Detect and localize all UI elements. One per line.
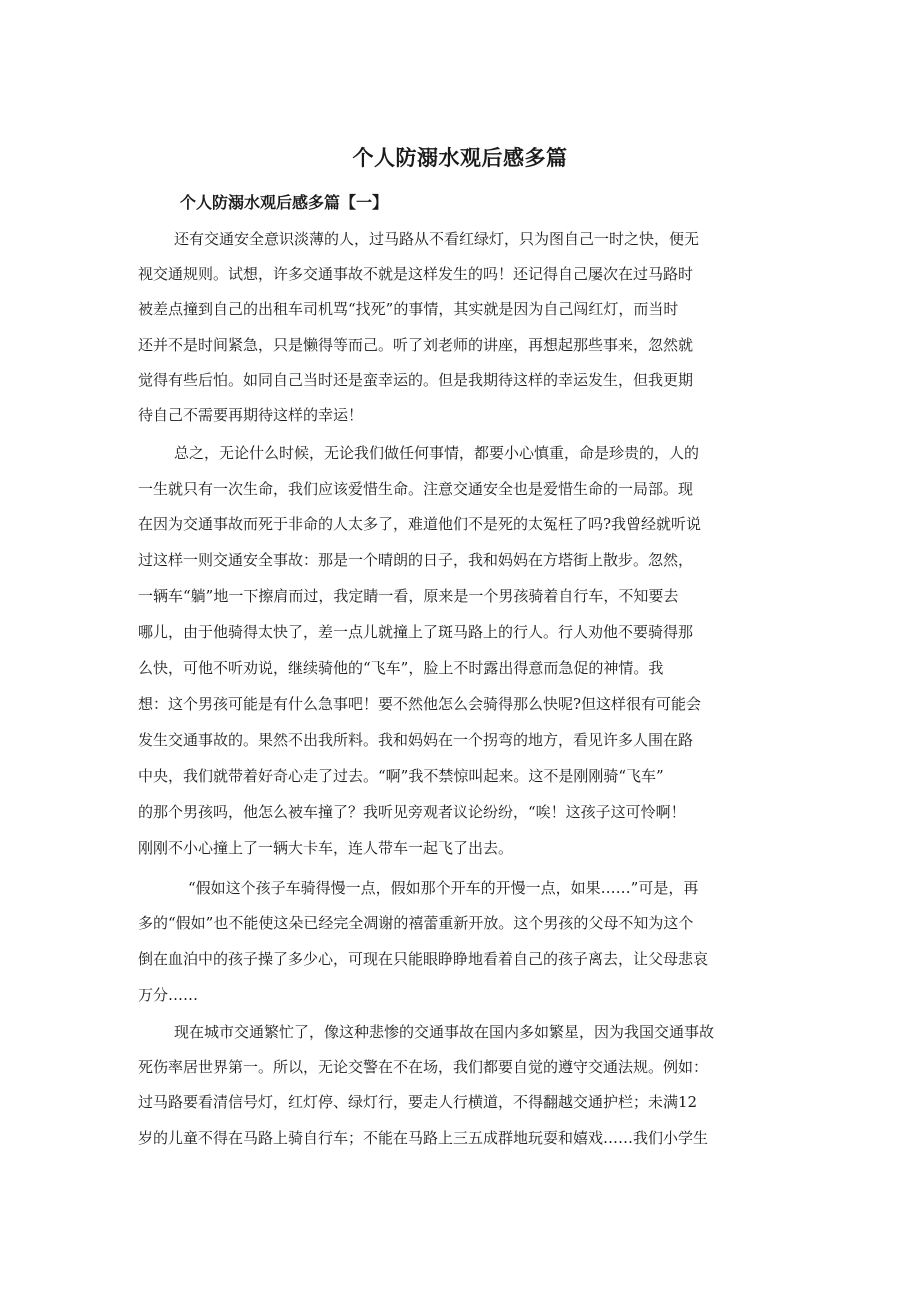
body-text-line: 觉得有些后怕。如同自己当时还是蛮幸运的。但是我期待这样的幸运发生，但我更期 (138, 371, 694, 389)
body-text-line: 还有交通安全意识淡薄的人，过马路从不看红绿灯，只为图自己一时之快，便无 (174, 230, 700, 248)
body-text-line: 总之，无论什么时候，无论我们做任何事情，都要小心慎重，命是珍贵的，人的 (174, 444, 700, 462)
body-text-line: 死伤率居世界第一。所以，无论交警在不在场，我们都要自觉的遵守交通法规。例如： (138, 1058, 709, 1076)
body-text-line: 的那个男孩吗，他怎么被车撞了？我听见旁观者议论纷纷，“唉！这孩子这可怜啊！ (138, 803, 686, 821)
document-title: 个人防溺水观后感多篇 (352, 146, 568, 170)
body-text-line: 还并不是时间紧急，只是懒得等而己。听了刘老师的讲座，再想起那些事来，忽然就 (138, 336, 694, 354)
body-text-line: 中央，我们就带着好奇心走了过去。“啊”我不禁惊叫起来。这不是刚刚骑“飞车” (138, 767, 664, 785)
body-text-line: 多的“假如”也不能使这朵已经完全凋谢的禧蕾重新开放。这个男孩的父母不知为这个 (138, 914, 694, 932)
body-text-line: 刚刚不小心撞上了一辆大卡车，连人带车一起飞了出去。 (138, 839, 514, 857)
body-text-line: 过这样一则交通安全事故：那是一个晴朗的日子，我和妈妈在方塔街上散步。忽然， (138, 551, 694, 569)
body-text-line: 视交通规则。试想，许多交通事故不就是这样发生的吗！还记得自己屡次在过马路时 (138, 265, 694, 283)
body-text-line: “假如这个孩子车骑得慢一点，假如那个开车的开慢一点，如果……”可是，再 (188, 879, 699, 897)
body-text-line: 万分…… (138, 986, 199, 1004)
body-text-line: 待自己不需要再期待这样的幸运！ (138, 406, 364, 424)
body-text-line: 被差点撞到自己的出租车司机骂“找死”的事情，其实就是因为自己闯红灯，而当时 (138, 300, 679, 318)
body-text-line: 倒在血泊中的孩子操了多少心，可现在只能眼睁睁地看着自己的孩子离去，让父母悲哀 (138, 950, 709, 968)
body-text-line: 想：这个男孩可能是有什么急事吧！要不然他怎么会骑得那么快呢?但这样很有可能会 (138, 695, 702, 713)
body-text-line: 过马路要看清信号灯，红灯停、绿灯行，要走人行横道，不得翻越交通护栏；未满12 (138, 1093, 698, 1111)
body-text-line: 在因为交通事故而死于非命的人太多了，难道他们不是死的太冤枉了吗?我曾经就听说 (138, 515, 702, 533)
section-heading: 个人防溺水观后感多篇【一】 (180, 193, 389, 212)
body-text-line: 么快，可他不听劝说，继续骑他的“飞车”，脸上不时露出得意而急促的神情。我 (138, 659, 664, 677)
body-text-line: 岁的儿童不得在马路上骑自行车；不能在马路上三五成群地玩耍和嬉戏……我们小学生 (138, 1129, 709, 1147)
body-text-line: 哪儿，由于他骑得太快了，差一点儿就撞上了斑马路上的行人。行人劝他不要骑得那 (138, 623, 694, 641)
body-text-line: 现在城市交通繁忙了，像这种悲惨的交通事故在国内多如繁星，因为我国交通事故 (174, 1023, 715, 1041)
body-text-line: 一辆车“躺”地一下擦肩而过，我定睛一看，原来是一个男孩骑着自行车，不知要去 (138, 587, 679, 605)
body-text-line: 发生交通事故的。果然不出我所料。我和妈妈在一个拐弯的地方，看见许多人围在路 (138, 731, 694, 749)
body-text-line: 一生就只有一次生命，我们应该爱惜生命。注意交通安全也是爱惜生命的一局部。现 (138, 480, 694, 498)
